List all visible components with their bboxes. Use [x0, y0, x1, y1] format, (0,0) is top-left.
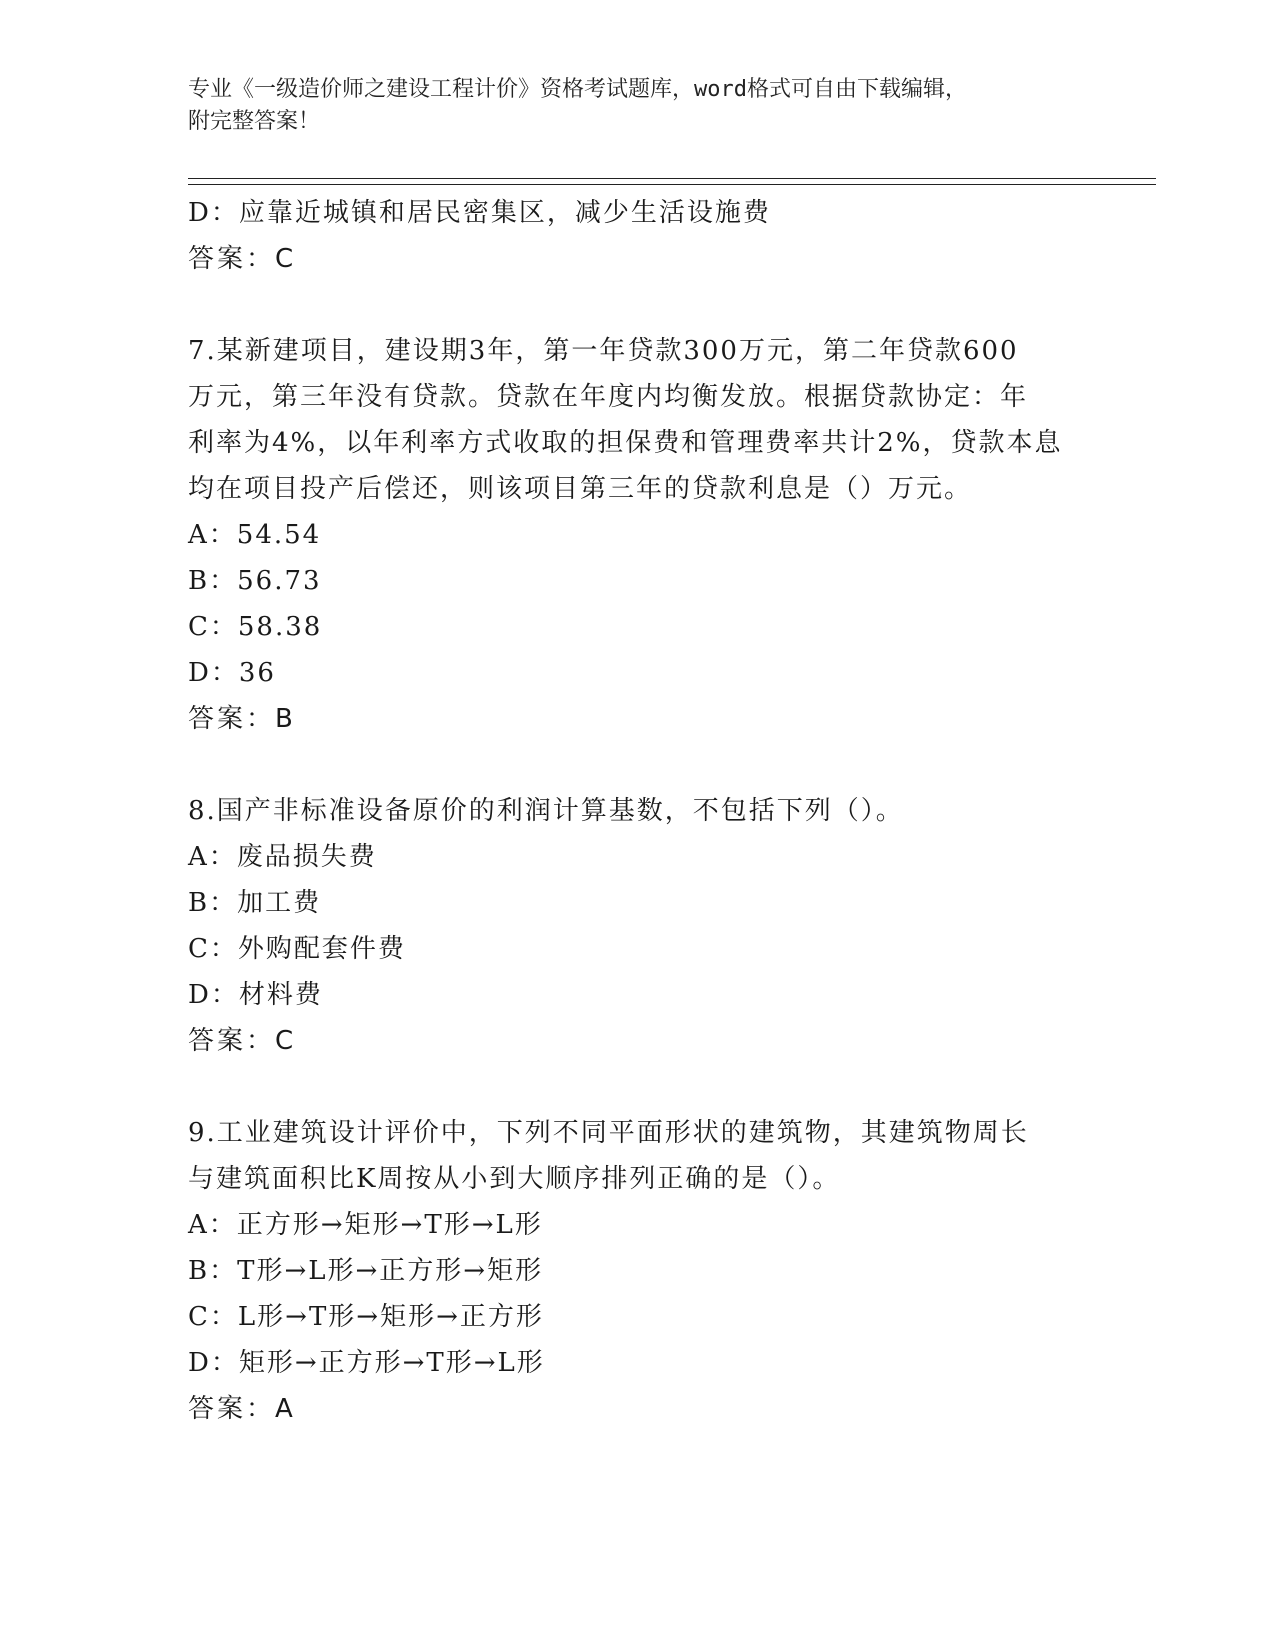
question-line: 7.某新建项目，建设期3年，第一年贷款300万元，第二年贷款600: [188, 336, 1019, 366]
answer: 答案：C: [188, 244, 297, 274]
spacer: [188, 742, 1088, 788]
option-c: C：58.38: [188, 612, 323, 642]
answer: 答案：B: [188, 704, 296, 734]
option-c: C：L形→T形→矩形→正方形: [188, 1302, 544, 1332]
question-line: 万元，第三年没有贷款。贷款在年度内均衡发放。根据贷款协定：年: [188, 382, 1029, 412]
option-d: D：材料费: [188, 980, 323, 1010]
option-b: B：T形→L形→正方形→矩形: [188, 1256, 544, 1286]
question-line: 与建筑面积比K周按从小到大顺序排列正确的是（）。: [188, 1164, 841, 1194]
option-a: A：正方形→矩形→T形→L形: [188, 1210, 543, 1240]
question-7: [188, 328, 1088, 742]
document-body: [188, 190, 1088, 1432]
page-header: [188, 74, 1088, 138]
question-line: 8.国产非标准设备原价的利润计算基数，不包括下列（）。: [188, 796, 904, 826]
option-b: B：56.73: [188, 566, 322, 596]
option-c: C：外购配套件费: [188, 934, 406, 964]
option-a: A：54.54: [188, 520, 322, 550]
question-8: [188, 788, 1088, 1064]
question-6-tail: [188, 190, 1088, 282]
spacer: [188, 282, 1088, 328]
option-d: D：应靠近城镇和居民密集区，减少生活设施费: [188, 198, 771, 228]
question-line: 利率为4%，以年利率方式收取的担保费和管理费率共计2%，贷款本息: [188, 428, 1063, 458]
answer: 答案：C: [188, 1026, 297, 1056]
answer: 答案：A: [188, 1394, 296, 1424]
option-d: D：36: [188, 658, 276, 688]
header-line-2: 附完整答案！: [188, 109, 321, 134]
spacer: [188, 1064, 1088, 1110]
header-line-1: 专业《一级造价师之建设工程计价》资格考试题库，word格式可自由下载编辑，: [188, 77, 967, 102]
question-line: 9.工业建筑设计评价中，下列不同平面形状的建筑物，其建筑物周长: [188, 1118, 1029, 1148]
header-double-rule: [188, 178, 1156, 185]
option-b: B：加工费: [188, 888, 322, 918]
question-9: [188, 1110, 1088, 1432]
question-line: 均在项目投产后偿还，则该项目第三年的贷款利息是（）万元。: [188, 474, 973, 504]
option-a: A：废品损失费: [188, 842, 377, 872]
option-d: D：矩形→正方形→T形→L形: [188, 1348, 545, 1378]
